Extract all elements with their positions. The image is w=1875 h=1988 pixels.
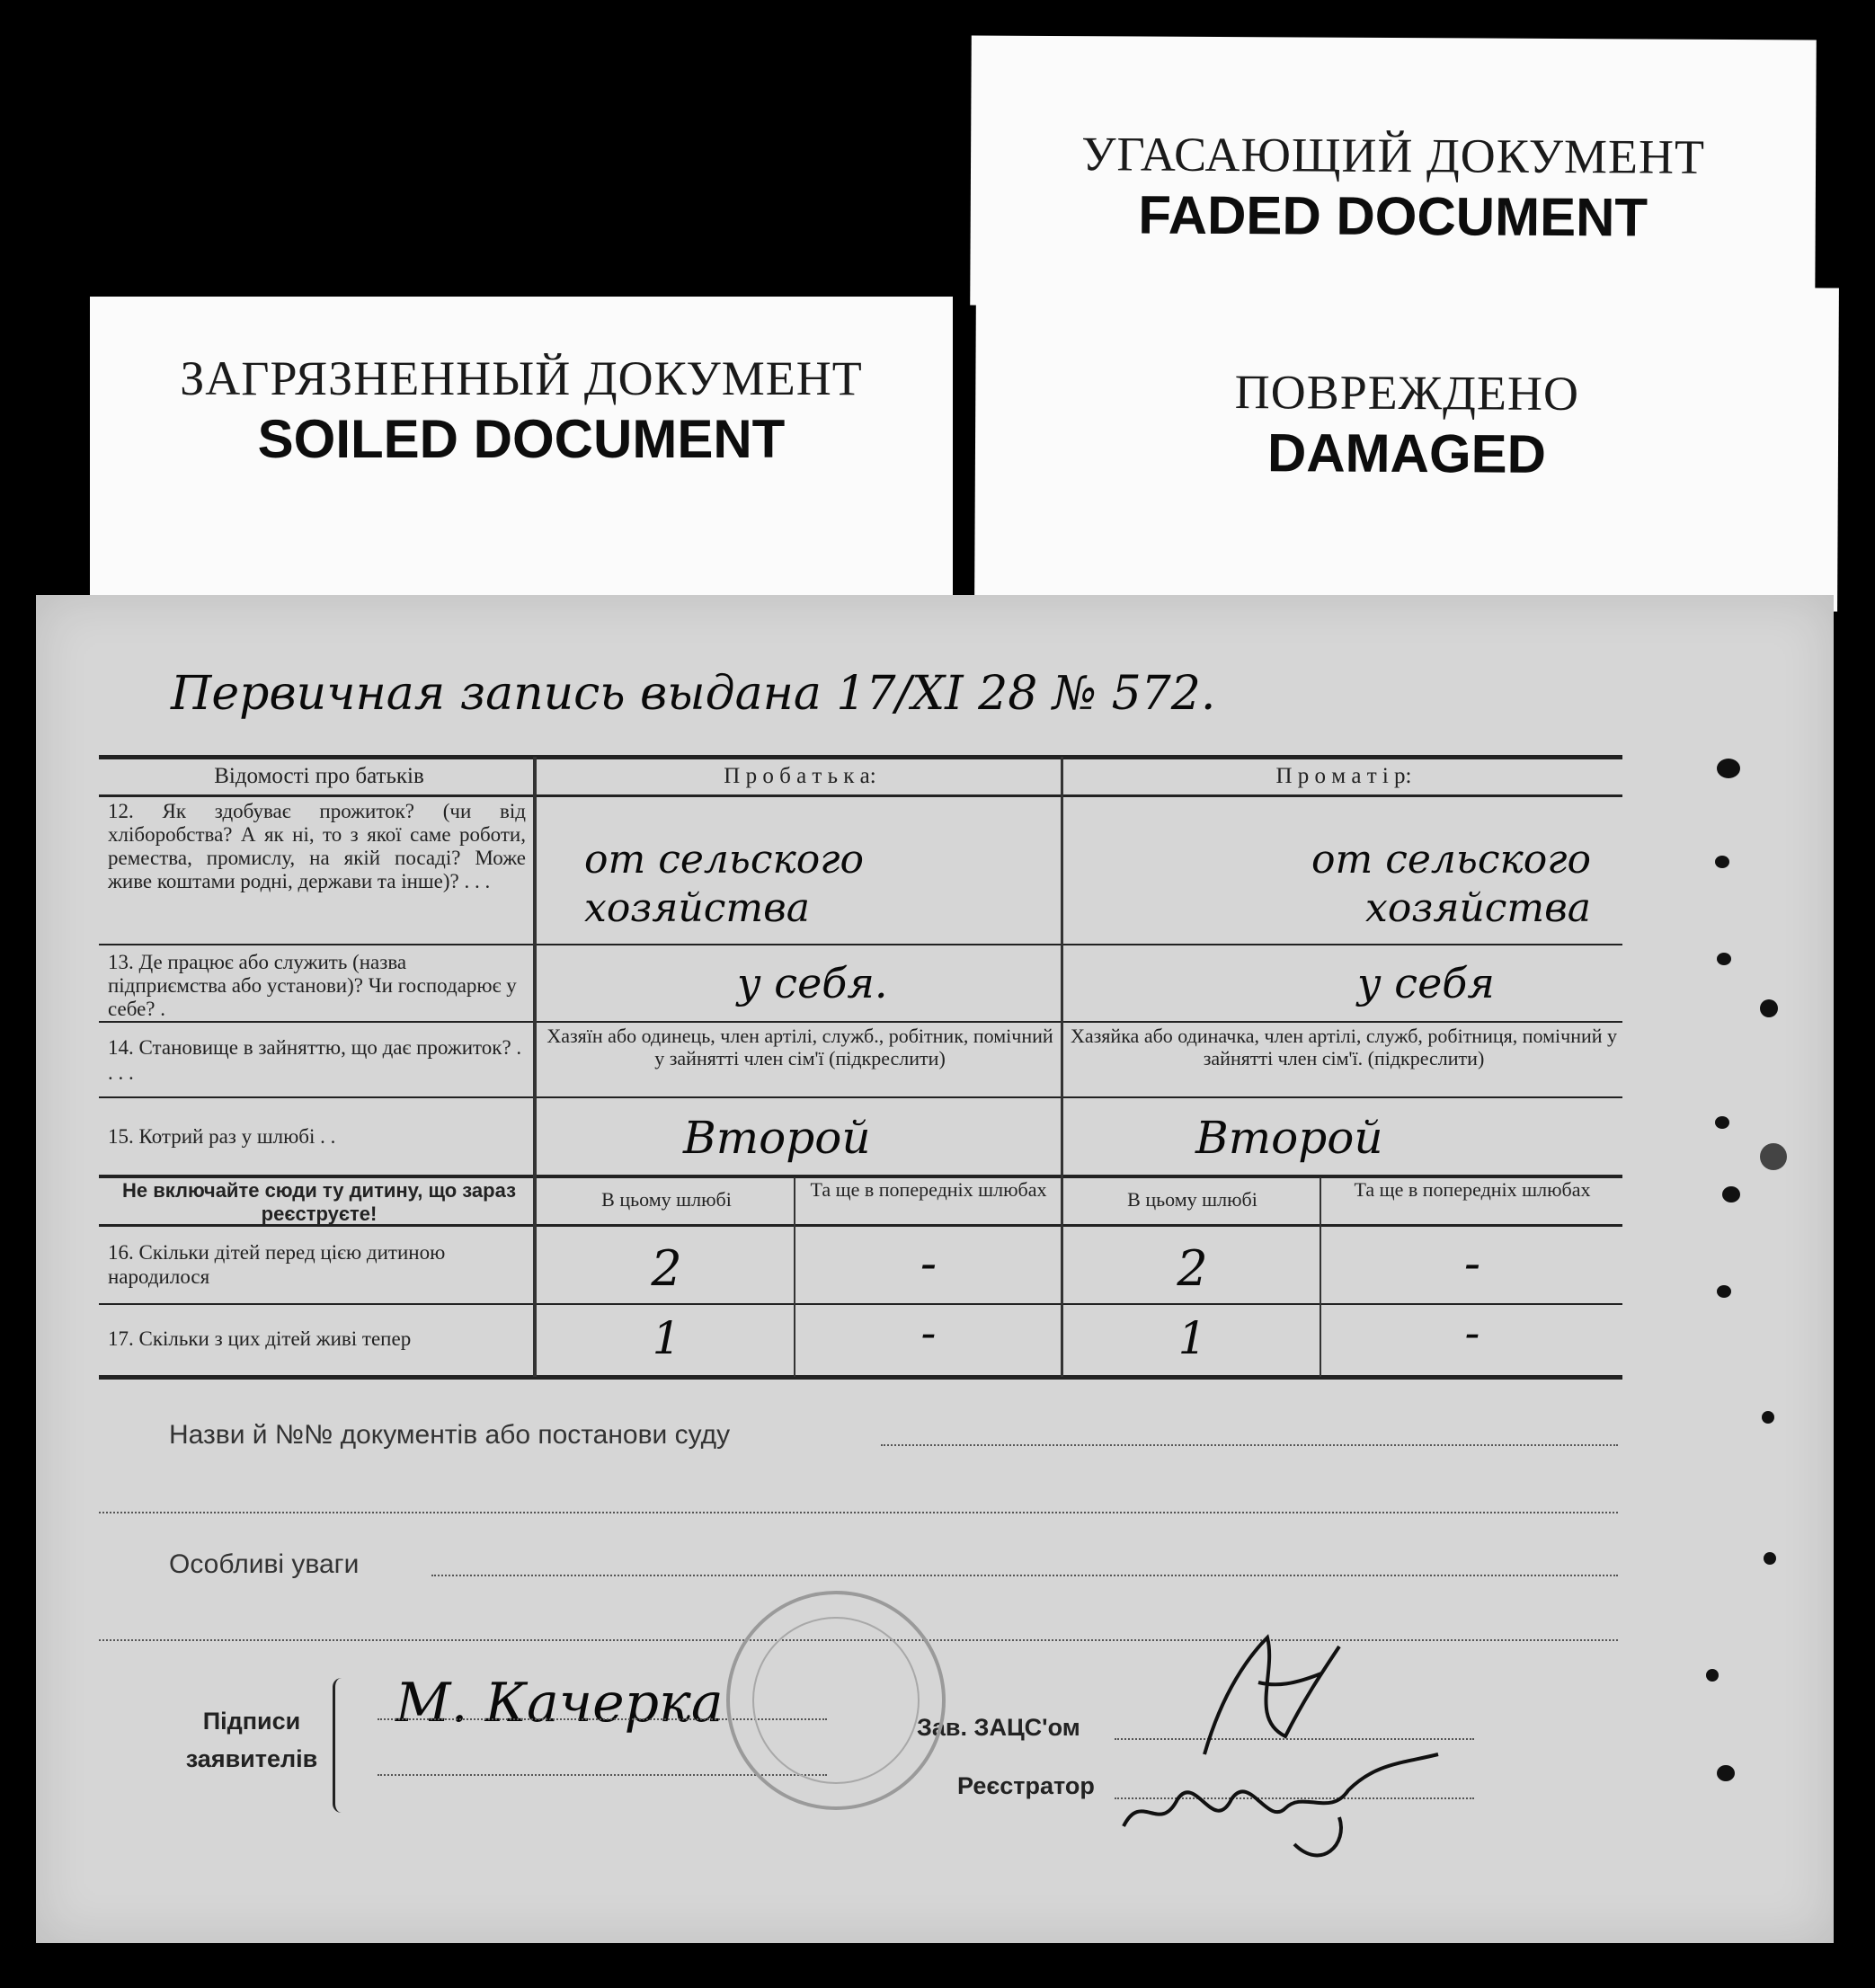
damaged-label-ru: ПОВРЕЖДЕНО — [1234, 364, 1580, 422]
table-bottom-rule — [99, 1375, 1622, 1380]
notes-label: Особливі уваги — [169, 1549, 360, 1579]
faded-label-en: FADED DOCUMENT — [1138, 184, 1648, 248]
row16-father-this: 2 — [651, 1240, 682, 1297]
documents-line-2 — [99, 1512, 1618, 1513]
head-label: Зав. ЗАЦС'ом — [917, 1714, 1080, 1741]
row15-mother-answer: Второй — [1195, 1112, 1383, 1164]
binder-hole — [1764, 1552, 1776, 1565]
row13-rule — [99, 1021, 1622, 1023]
official-stamp — [719, 1584, 953, 1817]
row17-father-this: 1 — [652, 1312, 681, 1364]
soiled-label-ru: ЗАГРЯЗНЕННЫЙ ДОКУМЕНТ — [180, 351, 863, 405]
documents-label: Назви й №№ документів або постанови суду — [169, 1420, 731, 1450]
col-divider-mother — [1320, 1177, 1321, 1377]
binder-hole — [1762, 1411, 1774, 1424]
binder-hole — [1760, 999, 1778, 1017]
signature-brace — [333, 1678, 348, 1813]
row12-question: 12. Як здобуває прожиток? (чи від хліборобства? А як ні, то з якої саме роботи, ремества, промислу, на якій посаді? Може живе коштами родні, держави та інше)? . . . — [108, 800, 526, 892]
faded-label-ru: УГАСАЮЩИЙ ДОКУМЕНТ — [1081, 127, 1706, 184]
row16-rule — [99, 1303, 1622, 1305]
registration-form — [36, 595, 1834, 1943]
row14-father-options: Хазяїн або одинець, член артілі, служб., робітник, помічний у зайнятті член сім'ї (підкреслити) — [547, 1025, 1053, 1069]
col-divider-father — [794, 1177, 795, 1377]
row17-mother-prev: - — [1464, 1307, 1480, 1359]
sub-mother-prev: Та ще в попередніх шлюбах — [1354, 1178, 1591, 1201]
binder-hole — [1717, 1285, 1731, 1298]
damaged-label-en: DAMAGED — [1266, 422, 1547, 484]
row16-question: 16. Скільки дітей перед цією дитиною народилося — [108, 1241, 446, 1288]
documents-line — [881, 1444, 1618, 1446]
row16-father-prev: - — [920, 1235, 938, 1291]
row14-rule — [99, 1096, 1622, 1098]
soiled-label-en: SOILED DOCUMENT — [257, 409, 786, 469]
sub-mother-this: В цьому шлюбі — [1127, 1188, 1257, 1211]
applicant-signature: М. Качерка — [395, 1672, 724, 1735]
row12-rule — [99, 944, 1622, 945]
header-father: П р о б а т ь к а: — [724, 764, 876, 788]
binder-hole — [1717, 759, 1740, 778]
sub-instruction: Не включайте сюди ту дитину, що зараз реєструєте! — [121, 1179, 517, 1225]
row17-father-prev: - — [920, 1307, 937, 1359]
signatures-label-2: заявителів — [185, 1745, 318, 1772]
binder-hole — [1715, 1116, 1729, 1129]
binder-hole — [1715, 856, 1729, 868]
notes-line — [431, 1575, 1618, 1576]
header-mother: П р о м а т і р: — [1275, 764, 1412, 788]
col-divider-1 — [533, 757, 537, 1377]
binder-hole — [1706, 1669, 1719, 1682]
table-top-rule — [99, 755, 1622, 759]
col-divider-2 — [1061, 757, 1063, 1377]
binder-hole — [1717, 1765, 1735, 1781]
faded-document-label — [970, 36, 1817, 310]
top-handwritten-note: Первичная запись выдана 17/XI 28 № 572. — [171, 667, 1216, 721]
row17-mother-this: 1 — [1177, 1312, 1207, 1364]
row13-mother-answer: у себя — [1357, 959, 1495, 1007]
damaged-label — [974, 283, 1839, 611]
row15-father-answer: Второй — [683, 1112, 871, 1164]
row14-mother-options: Хазяйка або одиначка, член артілі, служб, робітниця, помічний у зайнятті член сім'ї. (підкреслити) — [1070, 1025, 1618, 1069]
row16-mother-this: 2 — [1177, 1240, 1208, 1297]
row14-question: 14. Становище в зайняттю, що дає прожиток? . . . . — [108, 1036, 522, 1084]
row13-father-answer: у себя. — [737, 959, 888, 1007]
binder-hole — [1717, 953, 1731, 965]
row16-mother-prev: - — [1463, 1235, 1481, 1291]
row12-mother-answer: от сельского хозяйства — [1311, 837, 1591, 931]
row12-father-answer: от сельского хозяйства — [584, 837, 864, 931]
soiled-document-label — [90, 297, 953, 611]
header-col0: Відомості про батьків — [214, 764, 424, 788]
registrar-label: Реєстратор — [957, 1772, 1095, 1799]
binder-hole — [1760, 1143, 1787, 1170]
sub-father-prev: Та ще в попередніх шлюбах — [810, 1178, 1047, 1201]
sub-father-this: В цьому шлюбі — [601, 1188, 732, 1211]
row15-question: 15. Котрий раз у шлюбі . . — [108, 1125, 336, 1148]
binder-hole — [1722, 1186, 1740, 1203]
registrar-signature-scribble — [1115, 1736, 1456, 1880]
row13-question: 13. Де працює або служить (назва підприємства або установи)? Чи господарює у себе? . — [108, 951, 517, 1020]
signatures-label-1: Підписи — [202, 1708, 301, 1735]
header-rule — [99, 794, 1622, 797]
row17-question: 17. Скільки з цих дітей живі тепер — [108, 1327, 412, 1350]
